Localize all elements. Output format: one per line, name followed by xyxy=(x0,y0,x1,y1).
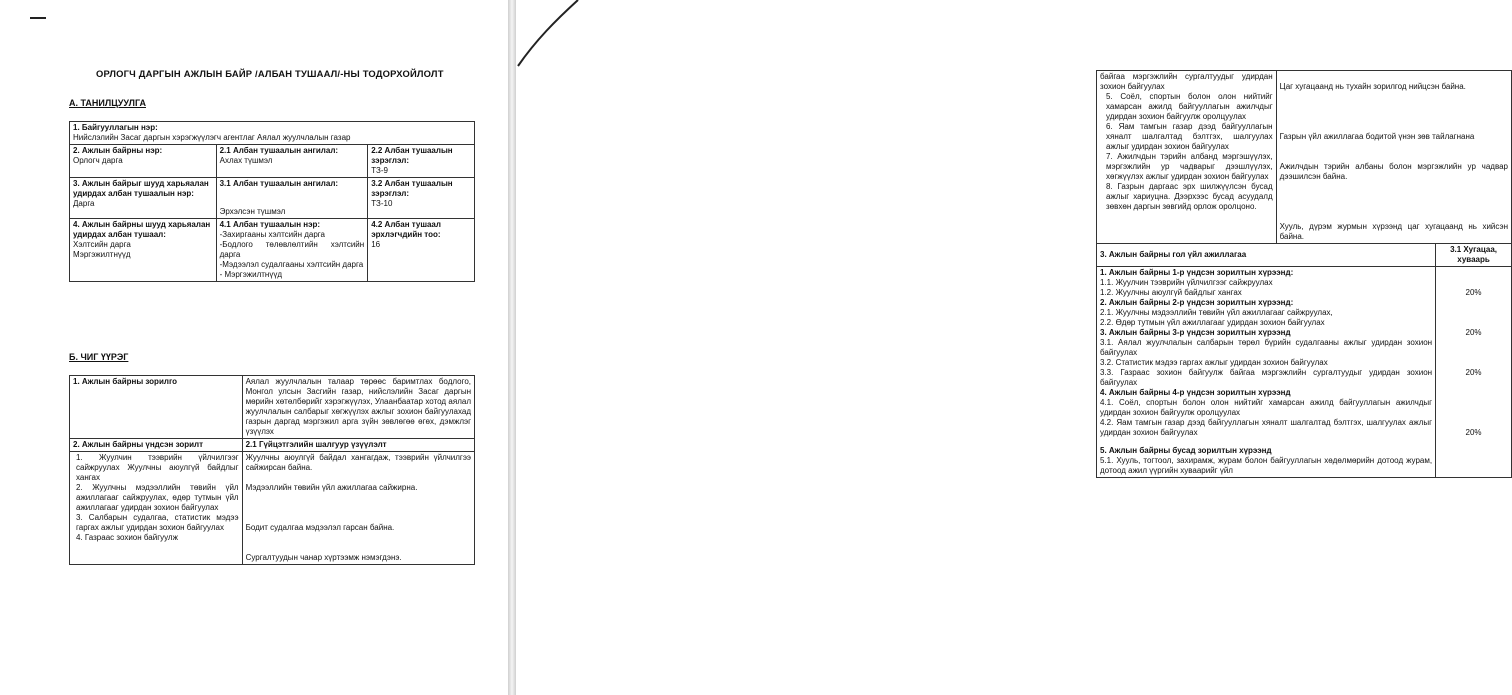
criteria-item: Газрын үйл ажиллагаа бодитой үнэн зөв тайлагнана xyxy=(1279,132,1475,141)
table-row xyxy=(1097,244,1512,267)
scan-curve-mark xyxy=(516,0,596,80)
supervisor-cell xyxy=(70,178,217,219)
duty-group-head: 2. Ажлын байрны 2-р үндсэн зорилтын хүрээнд: xyxy=(1100,298,1294,307)
introduction-table xyxy=(69,121,475,282)
duty-item: 3.3. Газраас зохион байгуулж байгаа мэргэжлийн сургалтуудыг удирдан зохион байгуулах xyxy=(1100,368,1433,387)
headcount-label: 4.2 Албан тушаал эрхлэгчдийн тоо: xyxy=(371,220,441,239)
time-percentage: 20% xyxy=(1465,368,1482,377)
subordinate-value: Мэргэжилтнүүд xyxy=(73,250,131,259)
goal-item: 8. Газрын даргаас эрх шилжүүлсэн бусад ажлыг хариуцна. Дээрхээс бусад асуудалд зөвхөн даргын зөвгийд орлож оролцоно. xyxy=(1106,182,1273,211)
subordinates-label: 4. Ажлын байрны шууд харьяалан удирдах албан тушаал: xyxy=(73,220,211,239)
subordinate-position: -Мэдээлэл судалгааны хэлтсийн дарга xyxy=(219,260,364,269)
supervisor-class-label: 3.1 Албан тушаалын ангилал: xyxy=(219,179,339,188)
document-title: ОРЛОГЧ ДАРГЫН АЖЛЫН БАЙР /АЛБАН ТУШААЛ/-НЫ ТОДОРХОЙЛОЛТ xyxy=(96,68,444,79)
purpose-label: 1. Ажлын байрны зорилго xyxy=(70,376,243,439)
headcount-cell xyxy=(368,219,475,282)
duties-table xyxy=(69,375,475,565)
duty-item: 2.2. Өдөр тутмын үйл ажиллагааг удирдан зохион байгуулах xyxy=(1100,318,1325,327)
percentage-cell xyxy=(1436,267,1512,478)
time-percentage: 20% xyxy=(1465,428,1482,437)
duty-item: 4.2. Яам тамгын газар дээд байгууллагын хяналт шалгалтад бэлтгэх, шалгуулах ажлыг удирдан зохион байгуулах xyxy=(1100,418,1433,437)
supervisor-rank-value: ТЗ-10 xyxy=(371,199,393,208)
subordinate-position: - Мэргэжилтнүүд xyxy=(219,270,283,279)
criteria-item: Цаг хугацаанд нь тухайн зорилгод нийцсэн байна. xyxy=(1279,82,1466,91)
continued-goals-cell xyxy=(1097,71,1277,244)
criteria-item: Сургалтуудын чанар хүртээмж нэмэгдэнэ. xyxy=(245,553,402,562)
supervisor-rank-label: 3.2 Албан тушаалын зэрэглэл: xyxy=(371,179,453,198)
goal-item: 2. Жуулчны мэдээллийн төвийн үйл ажиллагааг сайжруулах, өдөр тутмын үйл ажиллагааг удирдан зохион байгуулах xyxy=(76,483,239,512)
scan-mark xyxy=(30,17,46,19)
job-title-value: Орлогч дарга xyxy=(73,156,123,165)
table-row xyxy=(70,452,475,565)
goals-cell xyxy=(70,452,243,565)
position-rank-value: ТЗ-9 xyxy=(371,166,388,175)
duty-group-head: 1. Ажлын байрны 1-р үндсэн зорилтын хүрээнд: xyxy=(1100,268,1294,277)
goal-item: 4. Газраас зохион байгуулж xyxy=(76,533,178,542)
organization-value: Нийслэлийн Засаг даргын хэрэгжүүлэгч агентлаг Аялал жуулчлалын газар xyxy=(73,133,351,142)
other-duty-item: 5.1. Хууль, тогтоол, захирамж, журам болон байгууллагын хөдөлмөрийн дотоод журам, дотоод ажил үүргийн хуваарийг үйл xyxy=(1100,456,1433,475)
continued-criteria-cell xyxy=(1276,71,1511,244)
table-row xyxy=(70,122,475,145)
table-row xyxy=(70,145,475,178)
goal-item: 7. Ажилчдын тэрийн албанд мэргэшүүлэх, мэргэжлийн ур чадварыг дээшлүүлэх, хөгжүүлэх ажлыг удирдан зохион байгуулах xyxy=(1106,152,1273,181)
duty-group-head: 3. Ажлын байрны 3-р үндсэн зорилтын хүрээнд xyxy=(1100,328,1291,337)
subordinate-position: -Захиргааны хэлтсийн дарга xyxy=(219,230,325,239)
job-title-cell xyxy=(70,145,217,178)
position-rank-label: 2.2 Албан тушаалын зэрэглэл: xyxy=(371,146,453,165)
position-class-label: 2.1 Албан тушаалын ангилал: xyxy=(219,146,339,155)
criteria-label: 2.1 Гүйцэтгэлийн шалгуур үзүүлэлт xyxy=(242,439,474,452)
goals-label: 2. Ажлын байрны үндсэн зорилт xyxy=(70,439,243,452)
duty-item: 1.2. Жуулчны аюулгүй байдлыг хангах xyxy=(1100,288,1242,297)
purpose-value: Аялал жуулчлалын талаар төрөөс баримтлах бодлого, Монгол улсын Засгийн газар, нийслэлийн Засаг даргын мөрийн хөтөлбөрийг хэрэгжүүлэх, Улаанбаатар хотод аялал жуулчлалын салбарыг хөгжүүлэх ажлыг зохион байгуулахад газрын даргад мэргэжил арга зүйн зөвлөгөө өгөх, дэмжлэг үзүүлэх xyxy=(242,376,474,439)
duty-item: 4.1. Соёл, спортын болон олон нийтийг хамарсан ажилд байгууллагын ажилчдыг удирдан зохион байгуулж оролцуулах xyxy=(1100,398,1433,417)
headcount-value: 16 xyxy=(371,240,381,249)
subordinates-cell xyxy=(70,219,217,282)
goal-item: 6. Яам тамгын газар дээд байгууллагын хяналт шалгалтад бэлтгэх, шалгуулах ажлыг удирдан зохион байгуулах xyxy=(1106,122,1273,151)
page-gutter xyxy=(508,0,516,695)
supervisor-rank-cell xyxy=(368,178,475,219)
section-a-heading: А. ТАНИЛЦУУЛГА xyxy=(69,98,146,108)
supervisor-class-cell xyxy=(216,178,368,219)
position-rank-cell xyxy=(368,145,475,178)
goal-item: 3. Салбарын судалгаа, статистик мэдээ гаргах ажлыг удирдан зохион байгуулах xyxy=(76,513,239,532)
table-row xyxy=(1097,267,1512,478)
document-page-right xyxy=(516,0,1508,695)
duty-item: 3.2. Статистик мэдээ гаргах ажлыг удирдан зохион байгуулах xyxy=(1100,358,1328,367)
other-duties-head: 5. Ажлын байрны бусад зорилтын хүрээнд xyxy=(1100,446,1272,455)
organization-label: 1. Байгууллагын нэр: xyxy=(73,123,158,132)
duties-continued-table xyxy=(1096,70,1512,478)
table-row xyxy=(1097,71,1512,244)
time-percentage: 20% xyxy=(1465,328,1482,337)
duty-item: 2.1. Жуулчны мэдээллийн төвийн үйл ажиллагааг сайжруулах, xyxy=(1100,308,1333,317)
section-b-heading: Б. ЧИГ ҮҮРЭГ xyxy=(69,352,129,362)
table-row xyxy=(70,178,475,219)
goal-item: 5. Соёл, спортын болон олон нийтийг хамарсан ажилд байгууллагын ажилчдыг удирдан зохион байгуулж оролцуулах xyxy=(1106,92,1273,121)
job-title-label: 2. Ажлын байрны нэр: xyxy=(73,146,163,155)
duty-item: 3.1. Аялал жуулчлалын салбарын төрөл бүрийн судалгааны ажлыг удирдан зохион байгуулах xyxy=(1100,338,1433,357)
position-class-cell xyxy=(216,145,368,178)
duty-group-head: 4. Ажлын байрны 4-р үндсэн зорилтын хүрээнд xyxy=(1100,388,1291,397)
supervisor-class-value: Эрхэлсэн түшмэл xyxy=(219,207,286,216)
duty-group-cell xyxy=(1097,267,1436,478)
subordinate-positions-label: 4.1 Албан тушаалын нэр: xyxy=(219,220,321,229)
time-percentage: 20% xyxy=(1465,288,1482,297)
criteria-item: Бодит судалгаа мэдээлэл гарсан байна. xyxy=(245,523,395,532)
subordinate-position: -Бодлого төлөвлөлтийн хэлтсийн дарга xyxy=(219,240,365,259)
goal-item: 1. Жуулчин тээврийн үйлчилгээг сайжруулах Жуулчны аюулгүй байдлыг хангах xyxy=(76,453,239,482)
duty-item: 1.1. Жуулчин тээврийн үйлчилгээг сайжруулах xyxy=(1100,278,1273,287)
table-row xyxy=(70,376,475,439)
table-row xyxy=(70,219,475,282)
subordinate-positions-cell xyxy=(216,219,368,282)
organization-cell xyxy=(70,122,475,145)
criteria-item: Жуулчны аюулгүй байдал хангагдаж, тээврийн үйлчилгээ сайжирсан байна. xyxy=(245,453,471,472)
time-schedule-label: 3.1 Хугацаа, хуваарь xyxy=(1436,244,1512,267)
table-row xyxy=(70,439,475,452)
subordinate-value: Хэлтсийн дарга xyxy=(73,240,131,249)
position-class-value: Ахлах түшмэл xyxy=(219,156,273,165)
criteria-item: Мэдээллийн төвийн үйл ажиллагаа сайжирна. xyxy=(245,483,418,492)
supervisor-value: Дарга xyxy=(73,199,95,208)
document-page-left xyxy=(0,0,508,695)
supervisor-label: 3. Ажлын байрыг шууд харьяалан удирдах албан тушаалын нэр: xyxy=(73,179,209,198)
goal-item: байгаа мэргэжлийн сургалтуудыг удирдан зохион байгуулах xyxy=(1100,72,1273,91)
criteria-item: Хууль, дүрэм журмын хүрээнд цаг хугацаанд нь хийсэн байна. xyxy=(1279,222,1508,241)
criteria-item: Ажилчдын тэрийн албаны болон мэргэжлийн ур чадвар дээшилсэн байна. xyxy=(1279,162,1508,181)
criteria-cell xyxy=(242,452,474,565)
main-duties-label: 3. Ажлын байрны гол үйл ажиллагаа xyxy=(1097,244,1436,267)
